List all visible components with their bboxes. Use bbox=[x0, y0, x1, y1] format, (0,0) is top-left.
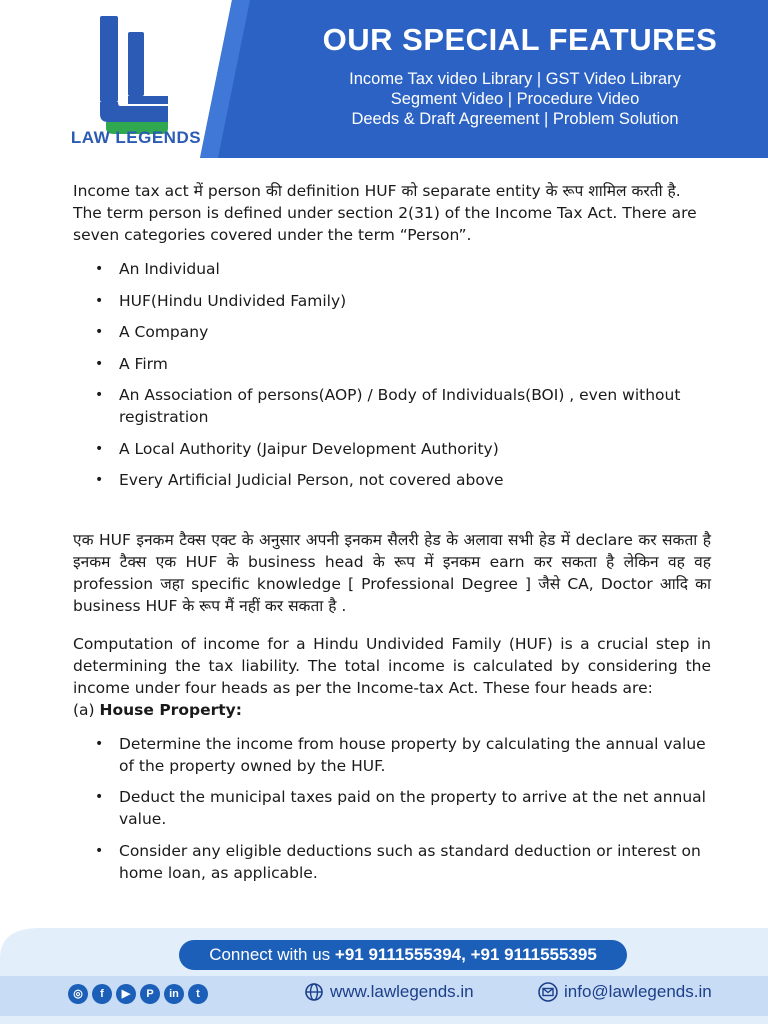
facebook-icon[interactable]: f bbox=[92, 984, 112, 1004]
intro-english: The term person is defined under section 2(31) of the Income Tax Act. There are seven categories covered under the term “Person”. bbox=[73, 204, 697, 244]
connect-banner[interactable] bbox=[179, 940, 627, 970]
list-item: • An Individual bbox=[73, 258, 711, 280]
website-text[interactable]: www.lawlegends.in bbox=[330, 982, 474, 1001]
person-categories-list bbox=[73, 258, 711, 491]
website-link[interactable] bbox=[304, 982, 474, 1002]
computation-paragraph: Computation of income for a Hindu Undivided Family (HUF) is a crucial step in determining the tax liability. The total income is calculated by considering the income under four heads as per the Income-tax Act. These four heads are: bbox=[73, 634, 711, 697]
youtube-icon[interactable]: ▶ bbox=[116, 984, 136, 1004]
list-item: • Determine the income from house property by calculating the annual value of the property owned by the HUF. bbox=[73, 733, 711, 777]
feature-line: Deeds & Draft Agreement | Problem Solution bbox=[351, 110, 679, 128]
social-links bbox=[68, 984, 208, 1006]
heading-prefix: (a) bbox=[73, 700, 95, 719]
globe-icon bbox=[304, 982, 324, 1002]
brand-name: LAW LEGENDS bbox=[70, 128, 202, 147]
email-text[interactable]: info@lawlegends.in bbox=[564, 982, 712, 1001]
list-item: • Consider any eligible deductions such as standard deduction or interest on home loan, as applicable. bbox=[73, 840, 711, 884]
footer bbox=[0, 928, 768, 1024]
list-item: • A Company bbox=[73, 321, 711, 343]
list-item: • A Firm bbox=[73, 353, 711, 375]
email-link[interactable] bbox=[538, 982, 712, 1002]
mail-icon bbox=[538, 982, 558, 1002]
list-item: • A Local Authority (Jaipur Development Authority) bbox=[73, 438, 711, 460]
header-title: OUR SPECIAL FEATURES bbox=[322, 22, 718, 57]
heading-title: House Property: bbox=[99, 700, 242, 719]
phone-numbers[interactable]: +91 9111555394, +91 9111555395 bbox=[334, 945, 597, 964]
huf-hindi-paragraph: एक HUF इनकम टैक्स एक्ट के अनुसार अपनी इनकम सैलरी हेड के अलावा सभी हेड में declare कर सकता है इनकम टैक्स एक HUF के business head के रूप में इनकम earn कर सकता है लेकिन वह वह profession जहा specific knowledge [ Professional Degree ] जैसे CA, Doctor आदि का business HUF के रूप मैं नहीं कर सकता है . bbox=[73, 530, 711, 615]
article-body bbox=[73, 180, 711, 893]
house-property-heading bbox=[73, 699, 711, 721]
list-item: • An Association of persons(AOP) / Body of Individuals(BOI) , even without registration bbox=[73, 384, 711, 428]
feature-line: Income Tax video Library | GST Video Library bbox=[349, 70, 681, 88]
feature-line: Segment Video | Procedure Video bbox=[390, 90, 640, 108]
linkedin-icon[interactable]: in bbox=[164, 984, 184, 1004]
connect-label: Connect with us bbox=[209, 945, 331, 964]
instagram-icon[interactable]: ◎ bbox=[68, 984, 88, 1004]
intro-hindi: Income tax act में person की definition HUF को separate entity के रूप शामिल करती है. bbox=[73, 182, 681, 200]
list-item: • Deduct the municipal taxes paid on the property to arrive at the net annual value. bbox=[73, 786, 711, 830]
house-property-list bbox=[73, 733, 711, 884]
pinterest-icon[interactable]: P bbox=[140, 984, 160, 1004]
list-item: • Every Artificial Judicial Person, not covered above bbox=[73, 469, 711, 491]
header bbox=[0, 0, 768, 158]
list-item: • HUF(Hindu Undivided Family) bbox=[73, 290, 711, 312]
twitter-icon[interactable]: t bbox=[188, 984, 208, 1004]
feature-list bbox=[290, 69, 740, 129]
